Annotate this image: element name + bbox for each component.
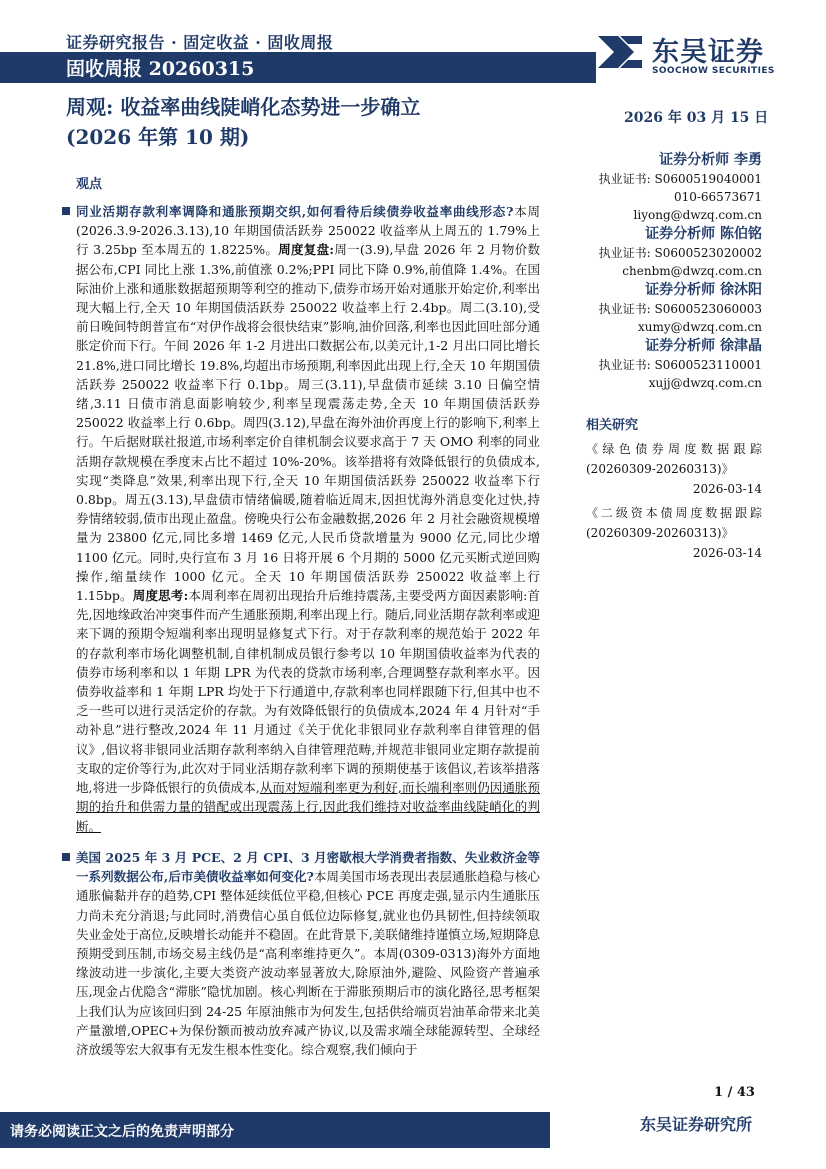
report-title xyxy=(66,92,546,152)
viewpoint-bullet xyxy=(76,848,540,1059)
related-research-heading: 相关研究 xyxy=(586,418,639,433)
related-research-link[interactable]: 《绿色债券周度数据跟踪(20260309-20260313)》 xyxy=(586,442,762,476)
analyst-block xyxy=(584,280,762,336)
related-research xyxy=(586,414,762,567)
analyst-email: xujj@dwzq.com.cn xyxy=(648,376,762,390)
analyst-name: 证券分析师 李勇 xyxy=(659,152,762,168)
analyst-license: 执业证书: S0600519040001 xyxy=(598,172,762,186)
bullet-underlined-conclusion: 从而对短端利率更为利好,而长端利率则仍因通胀预期的抬升和供需力量的错配或出现震荡上行,因此我们维持对收益率曲线陡峭化的判断。 xyxy=(76,780,540,834)
related-research-date: 2026-03-14 xyxy=(692,482,762,496)
title-line-2: (2026 年第 10 期) xyxy=(66,125,250,149)
report-category: 证券研究报告 · 固定收益 · 固收周报 xyxy=(66,33,334,52)
footer-organization: 东吴证券研究所 xyxy=(640,1115,753,1134)
related-research-date: 2026-03-14 xyxy=(692,546,762,560)
logo-english-name: SOOCHOW SECURITIES xyxy=(652,66,775,76)
bullet-square-icon xyxy=(62,853,70,861)
company-logo xyxy=(594,30,794,80)
section-label: 观点 xyxy=(76,177,103,192)
report-banner xyxy=(0,52,596,83)
banner-text: 固收周报 20260315 xyxy=(66,58,255,80)
soochow-logo-icon xyxy=(594,30,646,74)
footer-bar xyxy=(0,1112,550,1148)
related-research-link[interactable]: 《二级资本债周度数据跟踪(20260309-20260313)》 xyxy=(586,506,762,540)
report-date: 2026 年 03 月 15 日 xyxy=(624,110,769,126)
analyst-block xyxy=(584,150,762,224)
analyst-license: 执业证书: S0600523060003 xyxy=(598,302,762,316)
page-number: 1 / 43 xyxy=(714,1085,755,1100)
viewpoint-bullet xyxy=(76,202,540,836)
bullet-text: 周一(3.9),早盘 2026 年 2 月物价数据公布,CPI 同比上涨 1.3%,前值涨 0.2%;PPI 同比下降 0.9%,前值降 1.4%。在国际油价上涨和通胀数据超预期等利空的推动下,债券市场开始对通胀开始定价,利率出现大幅上行,全天 10 年期国债活跃券 250022 收益率上行 2.4bp。周二(3.10),受前日晚间特朗普宣布“对伊作战将会很快结束”影响,油价回落,利率也因此回吐部分通胀定价而下行。午间 2026 年 1-2 月进出口数据公布,以美元计,1-2 月出口同比增长 21.8%,进口同比增长 19.8%,均超出市场预期,利率因此出现上行,全天 10 年期国债活跃券 250022 收益率下行 0.1bp。周三(3.11),早盘债市延续 3.10 日偏空情绪,3.11 日债市消息面影响较少,利率呈现震荡走势,全天 10 年期国债活跃券 250022 收益率上行 0.6bp。周四(3.12),早盘在海外油价再度上行的影响下,利率上行。午后据财联社报道,市场利率定价自律机制会议要求高于 7 天 OMO 利率的同业活期存款规模在季度末占比不超过 10%-20%。该举措将有效降低银行的负债成本,实现“类降息”效果,利率出现下行,全天 10 年期国债活跃券 250022 收益率下行 0.8bp。周五(3.13),早盘债市情绪偏暖,随着临近周末,因担忧海外消息变化过快,持券情绪较弱,债市出现止盈盘。傍晚央行公布金融数据,2026 年 2 月社会融资规模增量为 23800 亿元,同比多增 1469 亿元,人民币贷款增量为 9000 亿元,同比少增 1100 亿元。同时,央行宣布 3 月 16 日将开展 6 个月期的 5000 亿元买断式逆回购操作,缩量续作 1000 亿元。全天 10 年期国债活跃券 250022 收益率上行 1.15bp。 xyxy=(76,242,540,604)
bullet-subheading: 周度思考: xyxy=(132,588,189,604)
bullet-square-icon xyxy=(62,207,70,215)
bullet-heading: 美国 2025 年 3 月 PCE、2 月 CPI、3 月密歇根大学消费者指数、失业救济金等一系列数据公布,后市美债收益率如何变化? xyxy=(76,850,540,885)
analyst-license: 执业证书: S0600523110001 xyxy=(598,358,762,372)
analyst-email: xumy@dwzq.com.cn xyxy=(637,320,762,334)
analyst-license: 执业证书: S0600523020002 xyxy=(598,246,762,260)
analyst-block xyxy=(584,224,762,280)
bullet-subheading: 周度复盘: xyxy=(278,242,335,258)
analyst-name: 证券分析师 徐津晶 xyxy=(645,338,762,354)
title-line-1: 周观: 收益率曲线陡峭化态势进一步确立 xyxy=(66,95,421,119)
analyst-name: 证券分析师 陈伯铭 xyxy=(645,226,762,242)
logo-name: 东吴证券 xyxy=(652,37,764,68)
bullet-text: 本周利率在周初出现抬升后维持震荡,主要受两方面因素影响:首先,因地缘政治冲突事件而产生通胀预期,利率出现上行。随后,同业活期存款利率或迎来下调的预期令短端利率出现明显修复式下行。对于存款利率的规范始于 2022 年的存款利率市场化调整机制,自律机制成员银行参考以 10 年期国债收益率为代表的债券市场利率和以 1 年期 LPR 为代表的贷款市场利率,合理调整存款利率水平。因债券收益率和 1 年期 LPR 均处于下行通道中,存款利率也同样跟随下行,但其中也不乏一些可以进行灵活定价的存款。为有效降低银行的负债成本,2024 年 4 月针对“手动补息”进行整改,2024 年 11 月通过《关于优化非银同业存款利率自律管理的倡议》,倡议将非银同业活期存款利率纳入自律管理范畴,并规范非银同业定期存款提前支取的定价等行为,此次对于同业活期存款利率下调的预期使基于该倡议,若该举措落地,将进一步降低银行的负债成本, xyxy=(76,588,541,796)
analyst-email: liyong@dwzq.com.cn xyxy=(633,208,762,222)
analyst-list xyxy=(584,150,762,392)
analyst-phone: 010-66573671 xyxy=(673,190,762,204)
bullet-heading: 同业活期存款利率调降和通胀预期交织,如何看待后续债券收益率曲线形态? xyxy=(76,204,514,219)
bullet-text: 本周美国市场表现出表层通胀趋稳与核心通胀偏黏并存的趋势,CPI 整体延续低位平稳,但核心 PCE 再度走强,显示内生通胀压力尚未充分消退;与此同时,消费信心虽自低位边际修复,就业也仍具韧性,但持续领取失业金处于高位,反映增长动能并不稳固。在此背景下,美联储维持谨慎立场,短期降息预期受到压制,市场交易主线仍是“高利率维持更久”。本周(0309-0313)海外方面地缘波动进一步演化,主要大类资产波动率显著放大,除原油外,避险、风险资产普遍承压,现金占优隐含“滞胀”隐忧加剧。核心判断在于滞胀预期后市的演化路径,思考框架上我们认为应该回归到 24-25 年原油熊市为何发生,包括供给端页岩油革命带来北美产量激增,OPEC+为保份额而被动放弃减产协议,以及需求端全球能源转型、全球经济放缓等宏大叙事有无发生根本性变化。综合观察,我们倾向于 xyxy=(76,869,540,1058)
analyst-name: 证券分析师 徐沐阳 xyxy=(645,282,762,298)
analyst-block xyxy=(584,336,762,392)
bullet-text: 本周(2026.3.9-2026.3.13),10 年期国债活跃券 250022 收益率从上周五的 1.79%上行 3.25bp 至本周五的 1.8225%。 xyxy=(76,204,540,258)
disclaimer-notice: 请务必阅读正文之后的免责声明部分 xyxy=(10,1124,234,1140)
analyst-email: chenbm@dwzq.com.cn xyxy=(622,264,762,278)
